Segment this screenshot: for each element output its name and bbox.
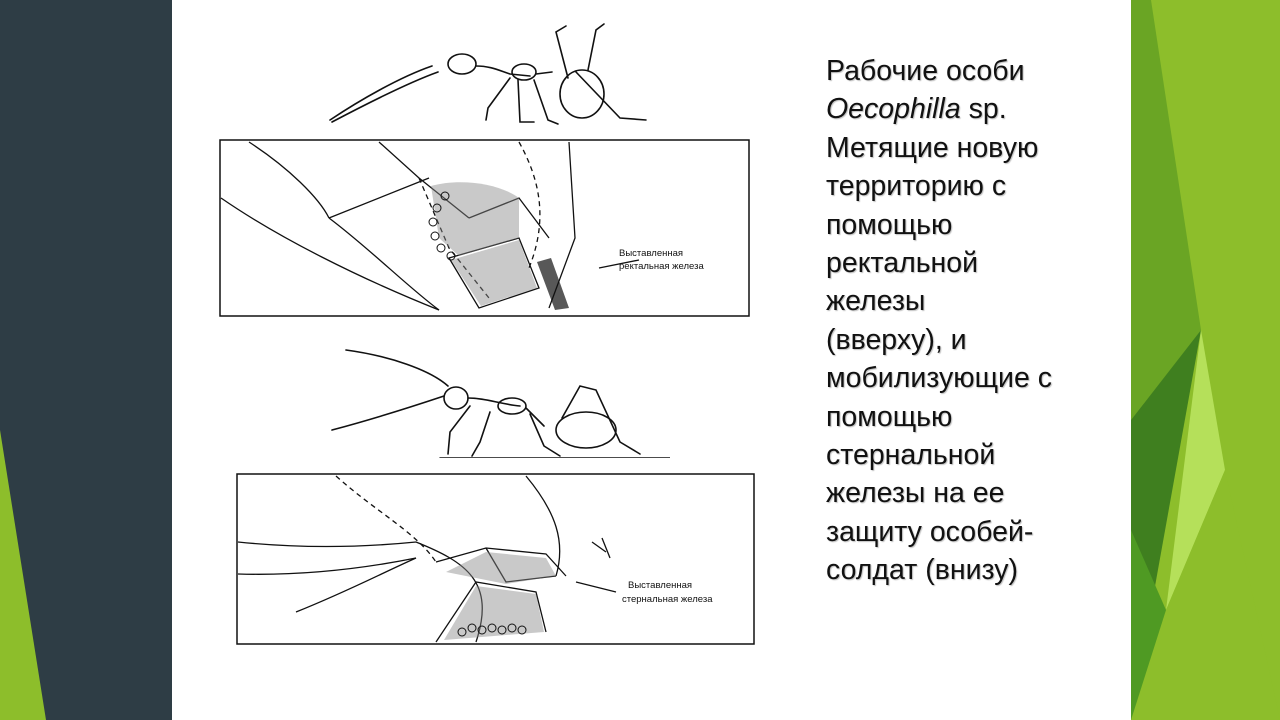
caption-line-11: стернальной [826,439,996,472]
caption-line-13: защиту особей- [826,515,1034,548]
caption-line-9: мобилизующие с [826,362,1052,395]
rectal-gland-label-line1: Выставленная [619,248,684,259]
caption-line-10: помощью [826,400,953,433]
caption-species: sp. [968,93,1007,126]
sternal-gland-figure [236,472,756,647]
caption-line-14: солдат (внизу) [826,554,1019,587]
caption-line-7: железы [826,285,926,318]
rectal-gland-label-line2: ректальная железа [619,261,704,272]
caption-line-12: железы на ее [826,477,1005,510]
caption-line-6: ректальной [826,247,979,280]
sternal-gland-label-line2: стернальная железа [622,594,713,605]
left-green-triangle [0,0,172,720]
caption-line-1: Рабочие особи [826,55,1025,87]
caption-genus: Oecophilla [826,93,961,126]
caption-line-4: территорию с [826,170,1007,203]
right-decor-panel [1131,0,1280,720]
sternal-gland-label-line1: Выставленная [628,580,693,591]
bottom-ant-illustration [330,346,670,458]
caption-line-8: (вверху), и [826,323,967,356]
caption-line-2 [826,90,1116,128]
slide-caption [826,52,1116,590]
right-green-shapes [1131,0,1280,720]
top-ant-illustration [320,22,660,130]
rectal-gland-figure [219,138,751,318]
caption-line-3: Метящие новую [826,131,1039,164]
left-decor-panel [0,0,172,720]
caption-line-5: помощью [826,208,953,241]
